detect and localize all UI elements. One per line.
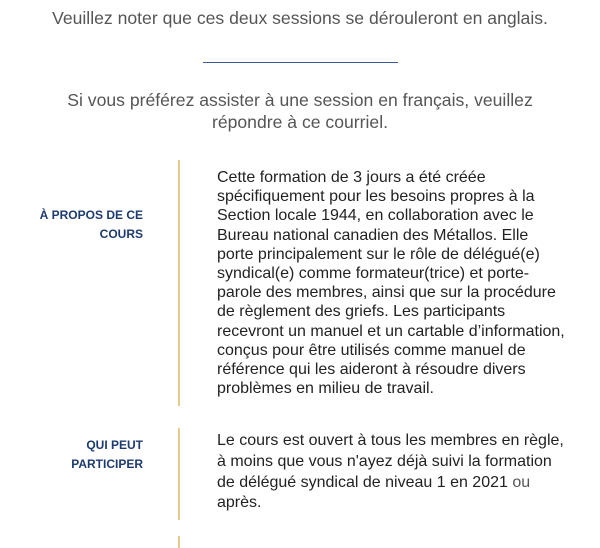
section-vertical-rule <box>178 536 180 548</box>
english-sessions-notice: Veuillez noter que ces deux sessions se dérouleront en anglais. <box>52 8 548 28</box>
eligibility-end: après. <box>217 494 262 512</box>
section-body-who-can-participate <box>217 431 567 514</box>
section-label-who-can-participate: QUI PEUT PARTICIPER <box>71 438 143 471</box>
section-vertical-rule <box>178 428 180 520</box>
horizontal-divider <box>203 62 398 63</box>
section-label-about-course: À PROPOS DE CE COURS <box>39 208 143 241</box>
section-vertical-rule <box>178 160 180 406</box>
eligibility-connector: ou <box>512 473 531 491</box>
section-body-about-course: Cette formation de 3 jours a été créée spécifiquement pour les besoins propres à la Section locale 1944, en collaboration avec le Bureau national canadien des Métallos. Elle porte principalement sur le rôle de délégué(e) syndical(e) comme formateur(trice) et porte-parole des membres, ainsi que sur la procédure de règlement des griefs. Les participants recevront un manuel et un cartable d’information, conçus pour être utilisés comme manuel de référence qui les aideront à résoudre divers problèmes en milieu de travail. <box>217 169 565 398</box>
eligibility-text: Le cours est ouvert à tous les membres en règle, à moins que vous n'ayez déjà suivi la formation de délégué syndical de niveau 1 en 2021 <box>217 432 564 491</box>
french-session-request: Si vous préférez assister à une session en français, veuillez répondre à ce courriel. <box>67 90 533 132</box>
